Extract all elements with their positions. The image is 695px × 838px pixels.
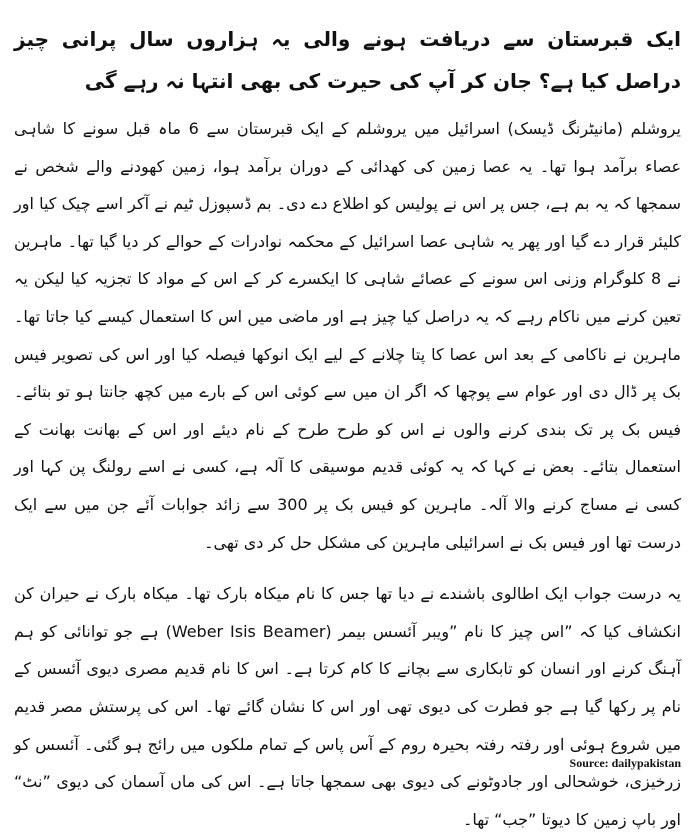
article-paragraph: یہ درست جواب ایک اطالوی باشندے نے دیا تھا جس کا نام میکاہ بارک تھا۔ میکاہ بارک نے حیران کن انکشاف کیا کہ ”اس چیز کا نام ”ویبر آئسس بیمر (Weber Isis Beamer) ہے جو توانائی کو ہم آہنگ کرنے اور انسان کو تابکاری سے بچانے کا کام کرتا ہے۔ اس کا نام قدیم مصری دیوی آئسس کے نام پر رکھا گیا ہے جو فطرت کی دیوی تھی اور اس کا نشان گائے تھا۔ اس کی پرستش مصر قدیم میں شروع ہوئی اور رفتہ رفتہ بحیرہ روم کے آس پاس کے تمام ملکوں میں رائج ہو گئی۔ آئسس کو زرخیزی، خوشحالی اور جادوٹونے کی دیوی بھی سمجھا جاتا ہے۔ اس کی ماں آسمان کی دیوی ”نٹ“ اور باپ زمین کا دیوتا ”جب“ تھا۔: [14, 584, 681, 829]
article-paragraph: یروشلم (مانیٹرنگ ڈیسک) اسرائیل میں یروشلم کے ایک قبرستان سے 6 ماہ قبل سونے کا شاہی عصاء برآمد ہوا تھا۔ یہ عصا زمین کی کھدائی کے دوران برآمد ہوا، زمین کھودنے والے شخص نے سمجھا کہ یہ بم ہے، جس پر اس نے پولیس کو اطلاع دے دی۔ بم ڈسپوزل ٹیم نے آکر اسے چیک کیا اور کلیئر قرار دے گیا اور پھر یہ شاہی عصا اسرائیل کے محکمہ نوادرات کے حوالے کر دیا گیا تھا۔ ماہرین نے 8 کلوگرام وزنی اس سونے کے عصائے شاہی کا ایکسرے کر کے اس کے مواد کا تجزیہ کیا لیکن یہ تعین کرنے میں ناکام رہے کہ یہ دراصل کیا چیز ہے اور ماضی میں اس کا استعمال کیسے کیا جاتا تھا۔ ماہرین نے ناکامی کے بعد اس عصا کا پتا چلانے کے لیے ایک انوکھا فیصلہ کیا اور اس کی تصویر فیس بک پر ڈال دی اور عوام سے پوچھا کہ اگر ان میں سے کوئی اس کے بارے میں کچھ جانتا ہو تو بتائے۔ فیس بک پر تک بندی کرنے والوں نے اس کو طرح طرح کے نام دیئے اور اس کے بھانت بھانت کے استعمال بتائے۔ بعض نے کہا کہ یہ کوئی قدیم موسیقی کا آلہ ہے، کسی نے اسے رولنگ پن کہا اور کسی نے مساج کرنے والا آلہ۔ ماہرین کو فیس بک پر 300 سے زائد جوابات آئے جن میں سے ایک درست تھا اور فیس بک نے اسرائیلی ماہرین کی مشکل حل کر دی تھی۔: [14, 119, 682, 552]
source-credit: Source: dailypakistan: [569, 756, 681, 770]
article-title: ایک قبرستان سے دریافت ہونے والی یہ ہزاروں سال پرانی چیز دراصل کیا ہے؟ جان کر آپ کی حیرت کی بھی انتہا نہ رہے گی: [14, 27, 681, 93]
